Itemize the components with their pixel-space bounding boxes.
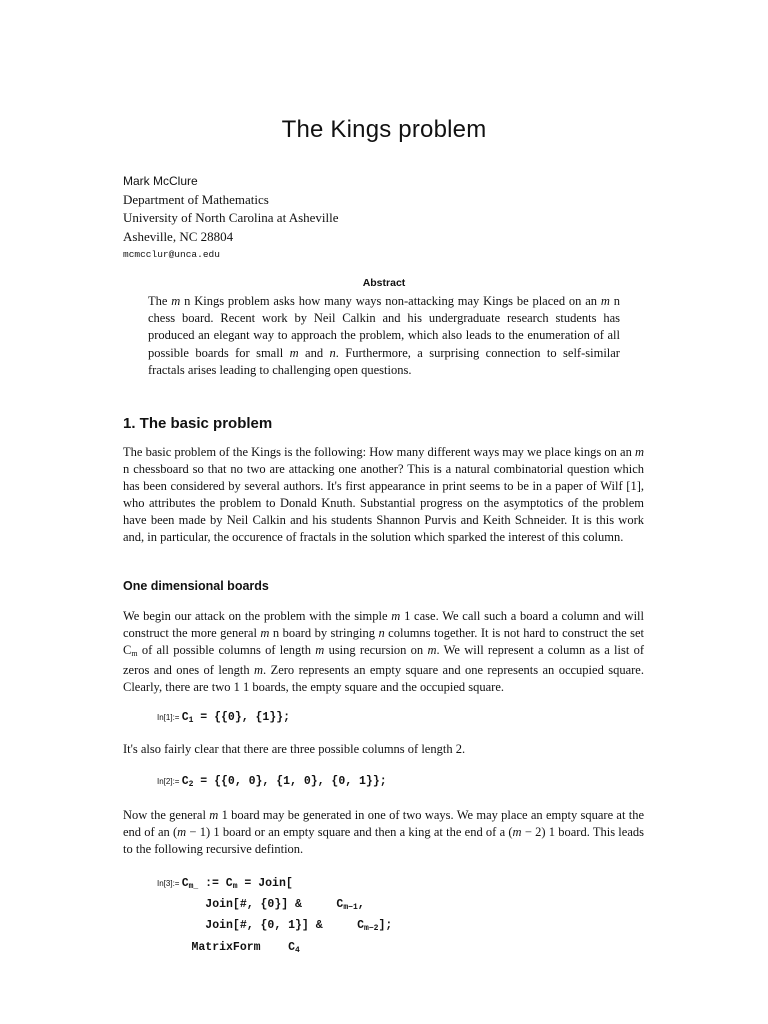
paragraph-recursion: Now the general m 1 board may be generated in one of two ways. We may place an empty square at the end of an (m − 1) 1 board or an empty square and then a king at the end of a (m − 2) 1 board. This leads to the following recursive defintion.: [123, 808, 645, 857]
code-input-1: In[1]:= $C_1 = \{\{0\}$, {1}};: [157, 711, 291, 725]
section-heading-basic-problem: 1. The basic problem: [123, 415, 273, 432]
code3-line-3: Join[#, {0, 1}] & $C_{m-2}$];: [157, 919, 393, 934]
paper-title: The Kings problem: [281, 116, 487, 143]
author-department: Department of Mathematics: [123, 191, 269, 207]
abstract-heading: Abstract: [362, 277, 406, 289]
paragraph-length-two: It's also fairly clear that there are three possible columns of length 2.: [123, 742, 466, 756]
code3-line-2: Join[#, {0}] & $C_{m-1}$,: [157, 898, 365, 913]
author-email: mcmcclur@unca.edu: [123, 249, 220, 261]
code-input-3: [157, 875, 392, 960]
code3-line-1: In[3]:= $C_{m\_}$ := $C_m$ = Join[: [157, 877, 293, 891]
code-input-2: In[2]:= $C_2 = \{\{0$, 0}, {1, 0}, {0, 1}};: [157, 775, 387, 789]
author-name: Mark McClure: [123, 174, 198, 188]
author-block: [123, 172, 339, 265]
author-city: Asheville, NC 28804: [123, 228, 234, 244]
paragraph-one-dimensional: We begin our attack on the problem with the simple m 1 case. We call such a board a column and will construct the more general m n board by stringing n columns together. It is not hard to construct the set $C_m$ of all possible columns of length m using recursion on m. We will represent a column as a list of zeros and ones of length m. Zero represents an empty square and one represents an occupied square. Clearly, there are two 1 1 boards, the empty square and the occupied square.: [123, 609, 644, 695]
abstract-text: The m n Kings problem asks how many ways non-attacking may Kings be placed on an m n chess board. Recent work by Neil Calkin and his undergraduate research students has produced an elegant way to approach the problem, which also leads to the enumeration of all possible boards for small m and n. Furthermore, a surprising connection to self-similar fractals arises leading to challenging open questions.: [148, 294, 620, 377]
author-university: University of North Carolina at Asheville: [123, 210, 339, 226]
code3-line-4: MatrixForm $C_4$: [157, 940, 300, 955]
subsection-heading-one-dimensional: One dimensional boards: [123, 579, 269, 593]
paragraph-basic-problem: The basic problem of the Kings is the following: How many different ways may we place kings on an m n chessboard so that no two are attacking one another? This is a natural combinatorial question which has been considered by several authors. It's first appearance in print seems to be in a paper of Wilf [1], who attributes the problem to Donald Knuth. Substantial progress on the asymptotics of the problem have been made by Neil Calkin and his students Shannon Purvis and Keith Schneider. It is this work and, in particular, the occurence of fractals in the solution which sparked the interest of this column.: [123, 445, 644, 545]
